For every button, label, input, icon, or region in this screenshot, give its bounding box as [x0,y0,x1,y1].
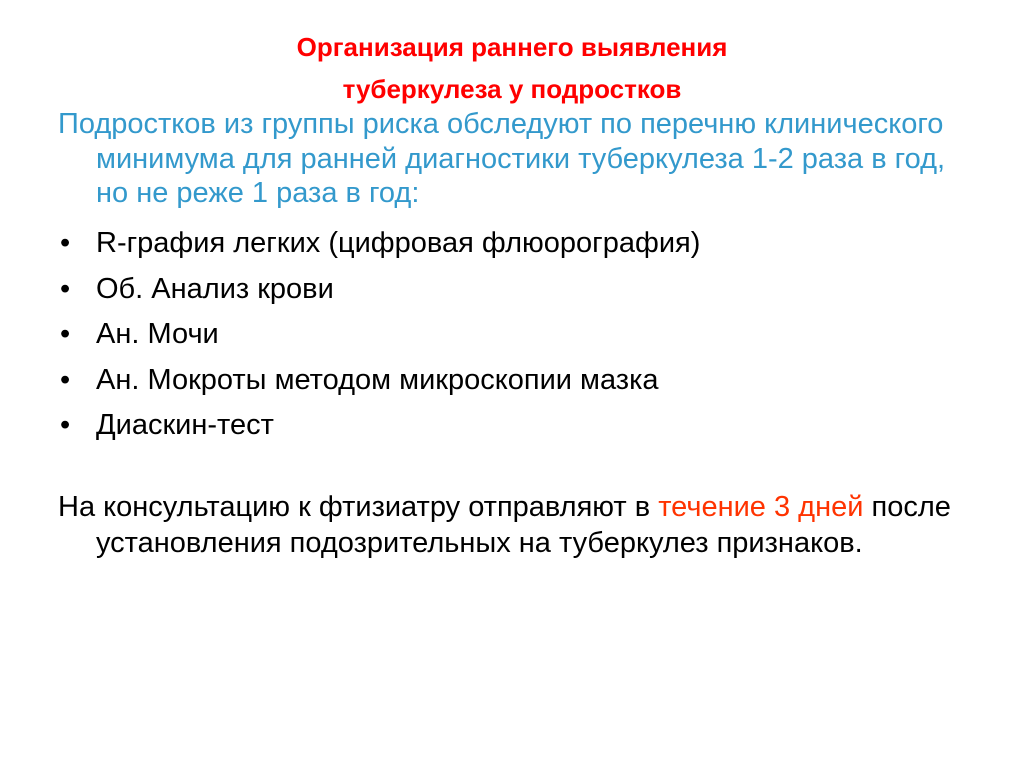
bullet-text: Об. Анализ крови [96,272,334,305]
outro-highlight: течение 3 дней [658,491,864,523]
bullet-text: Ан. Мокроты методом микроскопии мазка [96,363,659,396]
bullet-item [58,358,958,404]
outro-text-start: На консультацию к фтизиатру отправляют в [58,491,659,523]
bullet-item [58,312,958,358]
bullet-icon: • [60,318,71,350]
slide-title-line-1: Организация раннего выявления [296,32,728,62]
bullet-item [58,221,958,267]
outro-paragraph [58,489,976,561]
bullet-icon: • [60,363,71,396]
bullet-icon: • [60,227,71,259]
bullet-icon: • [60,409,71,441]
bullet-item [58,403,958,449]
bullet-icon: • [60,272,71,305]
slide-title-line-2: туберкулеза у подростков [342,74,682,104]
bullet-text: Ан. Мочи [96,318,219,350]
bullet-item [58,267,958,313]
bullet-list [58,221,958,449]
bullet-text: Диаскин-тест [96,409,274,441]
bullet-text: R-графия легких (цифровая флюорография) [96,227,701,259]
outro-text-end: после установления подозрительных на туберкулез признаков. [96,491,951,559]
intro-paragraph: Подростков из группы риска обследуют по перечню клинического минимума для ранней диагностики туберкулеза 1-2 раза в год, но не реже 1 раза в год: [58,108,946,209]
